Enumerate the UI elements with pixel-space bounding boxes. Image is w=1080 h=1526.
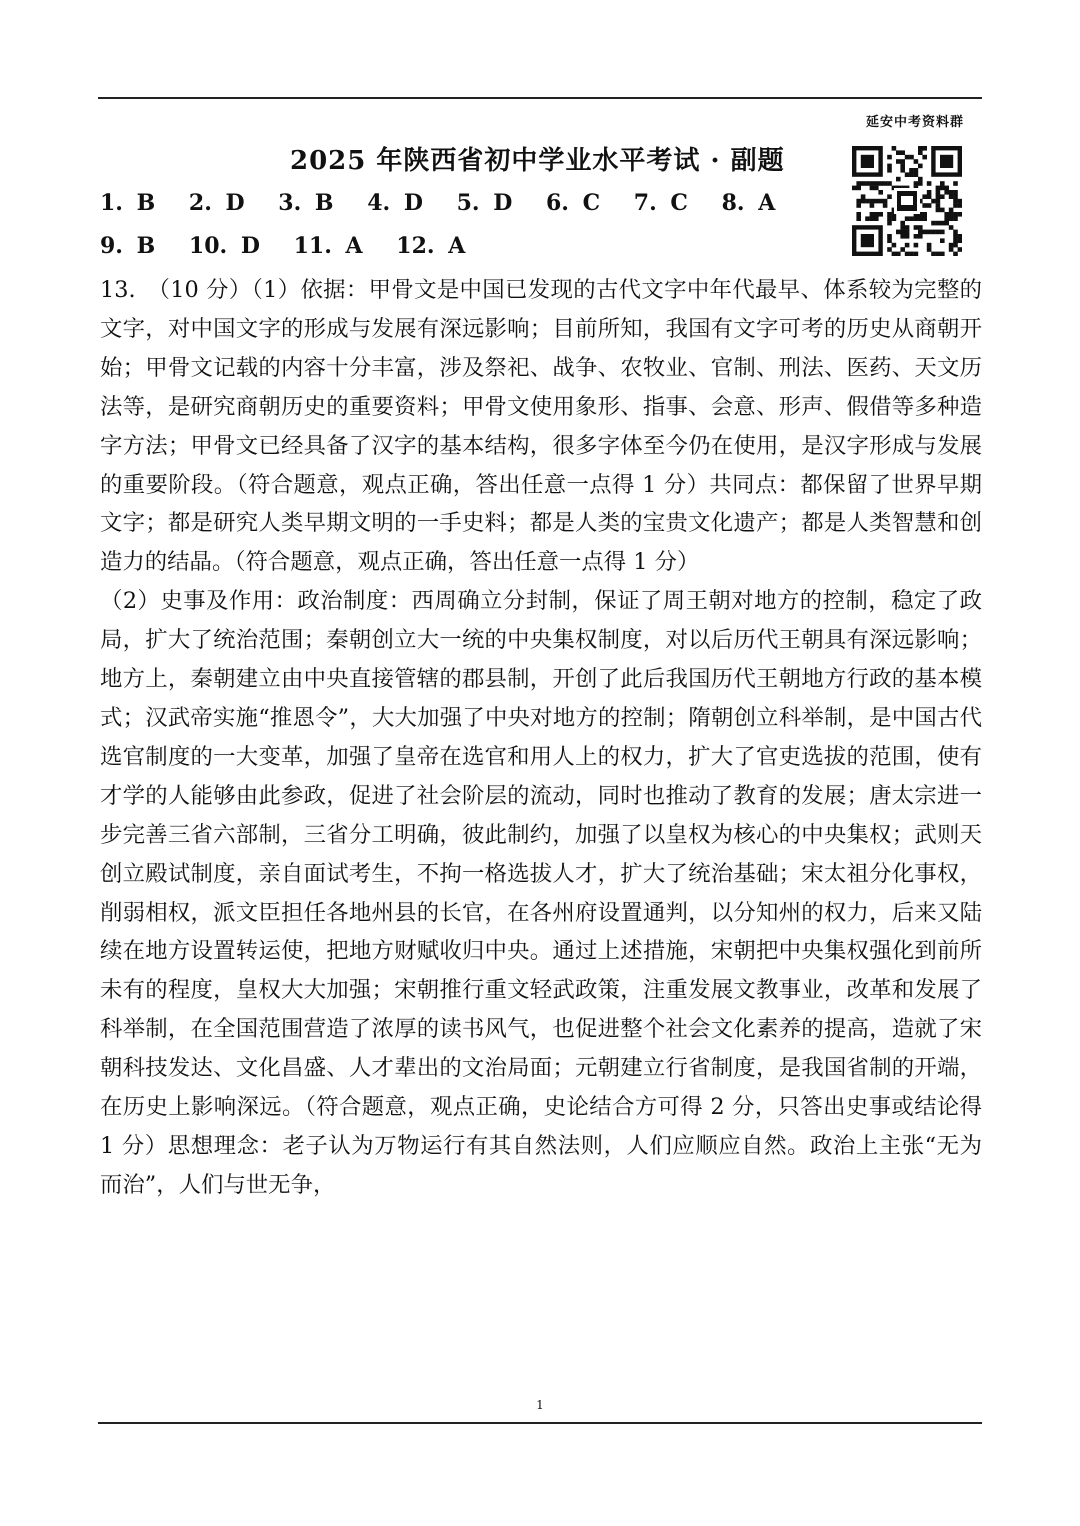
answer-item: 9. B <box>100 233 156 259</box>
answer-item: 11. A <box>293 233 363 259</box>
group-label: 延安中考资料群 <box>865 115 964 130</box>
bottom-rule <box>98 1422 982 1424</box>
question-13-part-2: （2）史事及作用：政治制度：西周确立分封制，保证了周王朝对地方的控制，稳定了政局，扩大了统治范围；秦朝创立大一统的中央集权制度，对以后历代王朝具有深远影响；地方上，秦朝建立由中央直接管辖的郡县制，开创了此后我国历代王朝地方行政的基本模式；汉武帝实施“推恩令”，大大加强了中央对地方的控制；隋朝创立科举制，是中国古代选官制度的一大变革，加强了皇帝在选官和用人上的权力，扩大了官吏选拔的范围，使有才学的人能够由此参政，促进了社会阶层的流动，同时也推动了教育的发展；唐太宗进一步完善三省六部制，三省分工明确，彼此制约，加强了以皇权为核心的中央集权；武则天创立殿试制度，亲自面试考生，不拘一格选拔人才，扩大了统治基础；宋太祖分化事权，削弱相权，派文臣担任各地州县的长官，在各州府设置通判，以分知州的权力，后来又陆续在地方设置转运使，把地方财赋收归中央。通过上述措施，宋朝把中央集权强化到前所未有的程度，皇权大大加强；宋朝推行重文轻武政策，注重发展文教事业，改革和发展了科举制，在全国范围营造了浓厚的读书风气，也促进整个社会文化素养的提高，造就了宋朝科技发达、文化昌盛、人才辈出的文治局面；元朝建立行省制度，是我国省制的开端，在历史上影响深远。（符合题意，观点正确，史论结合方可得 2 分，只答出史事或结论得 1 分）思想理念：老子认为万物运行有其自然法则，人们应顺应自然。政治上主张“无为而治”，人们与世无争， <box>100 588 982 1198</box>
qr-code-icon <box>852 146 962 256</box>
answer-item: 8. A <box>721 190 776 216</box>
answer-row-2 <box>100 233 485 259</box>
answer-item: 2. D <box>188 190 245 216</box>
question-13-part-1: 13. （10 分）（1）依据：甲骨文是中国已发现的古代文字中年代最早、体系较为完整的文字，对中国文字的形成与发展有深远影响；目前所知，我国有文字可考的历史从商朝开始；甲骨文记载的内容十分丰富，涉及祭祀、战争、农牧业、官制、刑法、医药、天文历法等，是研究商朝历史的重要资料；甲骨文使用象形、指事、会意、形声、假借等多种造字方法；甲骨文已经具备了汉字的基本结构，很多字体至今仍在使用，是汉字形成与发展的重要阶段。（符合题意，观点正确，答出任意一点得 1 分）共同点：都保留了世界早期文字；都是研究人类早期文明的一手史料；都是人类的宝贵文化遗产；都是人类智慧和创造力的结晶。（符合题意，观点正确，答出任意一点得 1 分） <box>100 277 982 576</box>
page-number: 1 <box>536 1398 544 1412</box>
answer-item: 4. D <box>367 190 423 216</box>
answer-item: 6. C <box>545 190 601 216</box>
top-rule <box>98 97 982 99</box>
answer-body <box>100 271 982 1205</box>
answer-item: 1. B <box>100 190 156 216</box>
answer-row-1 <box>100 190 795 216</box>
answer-item: 10. D <box>188 233 260 259</box>
answer-item: 5. D <box>456 190 513 216</box>
answer-item: 7. C <box>633 190 688 216</box>
answer-item: 3. B <box>278 190 334 216</box>
page-title: 2025 年陕西省初中学业水平考试 · 副题 <box>290 146 785 176</box>
answer-item: 12. A <box>396 233 466 259</box>
